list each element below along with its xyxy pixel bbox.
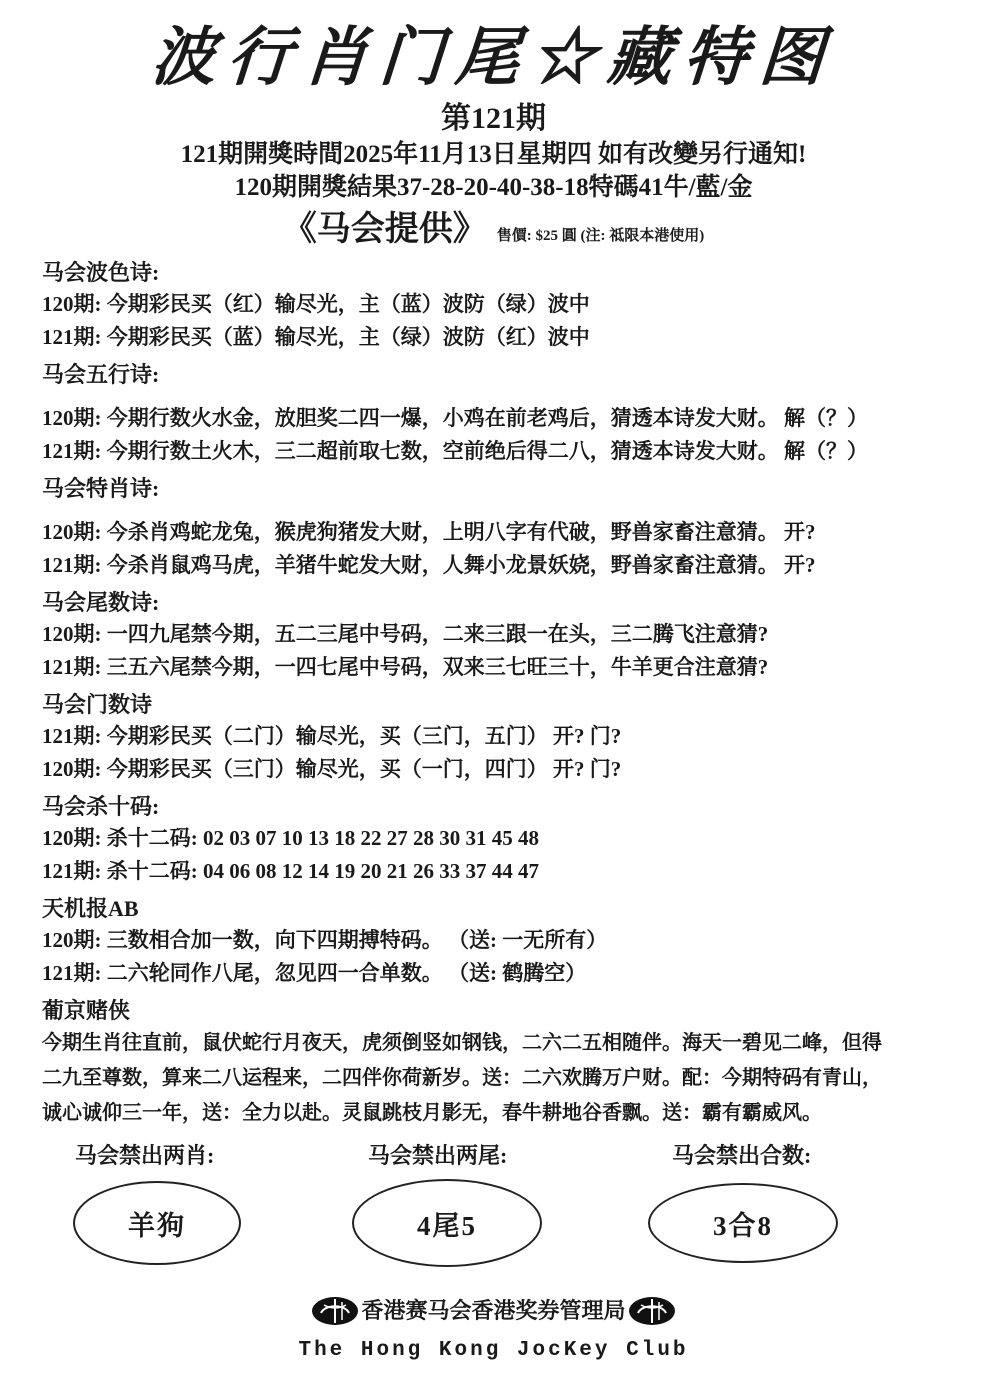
section-gate-number-poem [42, 690, 945, 786]
section-header: 马会五行诗: [42, 362, 160, 387]
ban-two-tails-value: 4尾5 [417, 1210, 477, 1241]
footer [42, 1295, 945, 1362]
section-line: 121期: 今期彩民买（蓝）输尽光，主（绿）波防（红）波中 [42, 325, 590, 349]
section-line: 121期: 今杀肖鼠鸡马虎，羊猪牛蛇发大财，人舞小龙景妖娆，野兽家畜注意猜。 开? [42, 553, 816, 577]
section-header: 葡京赌侠 [42, 998, 131, 1023]
org-name-english: The Hong Kong JocKey Club [298, 1339, 689, 1362]
section-wave-color-poem [42, 258, 945, 354]
hkjc-emblem-icon [311, 1296, 359, 1326]
section-tail-number-poem [42, 588, 945, 684]
section-line: 120期: 今期彩民买（红）输尽光，主（蓝）波防（绿）波中 [42, 292, 590, 316]
section-special-zodiac-poem [42, 474, 945, 582]
org-name-chinese: 香港赛马会香港奖券管理局 [361, 1298, 626, 1323]
provider-price-note: 售價: $25 圓 (注: 祗限本港使用) [496, 228, 705, 244]
section-kill-ten-codes [42, 792, 945, 888]
section-header: 马会门数诗 [42, 692, 153, 717]
hkjc-emblem-icon [628, 1296, 676, 1326]
draw-time-line: 121期開獎時間2025年11月13日星期四 如有改變另行通知! [180, 141, 807, 168]
section-line: 120期: 杀十二码: 02 03 07 10 13 18 22 27 28 30 31 45 48 [42, 826, 539, 850]
section-five-elements-poem [42, 360, 945, 468]
section-line: 二九至尊数，算来二八运程来，二四伴你荷新岁。送：二六欢腾万户财。配：今期特码有青山， [42, 1067, 882, 1089]
provider-title: 《马会提供》 [282, 211, 487, 248]
section-line: 120期: 今杀肖鸡蛇龙兔，猴虎狗猪发大财，上明八字有代破，野兽家畜注意猜。 开? [42, 520, 816, 544]
section-line: 120期: 三数相合加一数，向下四期搏特码。 （送: 一无所有） [42, 928, 608, 952]
last-result-line: 120期開獎結果37-28-20-40-38-18特碼41牛/藍/金 [234, 174, 753, 201]
ban-sum-value: 3合8 [713, 1210, 773, 1241]
section-line: 121期: 今期彩民买（二门）输尽光，买（三门，五门） 开? 门? [42, 724, 622, 748]
section-tianji-report-ab [42, 894, 945, 990]
section-pujing-gambler [42, 996, 945, 1131]
section-line: 121期: 杀十二码: 04 06 08 12 14 19 20 21 26 33 37 44 47 [42, 859, 539, 883]
ban-two-tails-label: 马会禁出两尾: [368, 1143, 508, 1168]
section-line: 120期: 今期彩民买（三门）输尽光，买（一门，四门） 开? 门? [42, 757, 622, 781]
banned-items-row [42, 1139, 945, 1271]
section-line: 今期生肖往直前，鼠伏蛇行月夜天，虎须倒竖如钢钱，二六二五相随伴。海天一碧见二峰，但得 [42, 1032, 882, 1054]
page-title: 波行肖门尾☆藏特图 [149, 22, 839, 93]
section-line: 121期: 今期行数土火木，三二超前取七数，空前绝后得二八，猜透本诗发大财。 解（？） [42, 439, 868, 463]
section-header: 天机报AB [42, 896, 139, 921]
section-line: 121期: 二六轮同作八尾，忽见四一合单数。 （送: 鹤腾空） [42, 961, 587, 985]
ban-sum-oval [648, 1183, 838, 1263]
org-row [42, 1295, 945, 1327]
ban-two-zodiac-value: 羊狗 [128, 1210, 186, 1241]
ban-two-tails-oval [352, 1179, 542, 1267]
section-header: 马会杀十码: [42, 794, 160, 819]
section-line: 120期: 今期行数火水金，放胆奖二四一爆，小鸡在前老鸡后，猜透本诗发大财。 解（？） [42, 406, 868, 430]
section-header: 马会特肖诗: [42, 476, 160, 501]
ban-two-zodiac-label: 马会禁出两肖: [75, 1143, 215, 1168]
provider-row [42, 208, 945, 252]
ban-sum-label: 马会禁出合数: [672, 1143, 812, 1168]
section-header: 马会波色诗: [42, 260, 160, 285]
section-line: 121期: 三五六尾禁今期，一四七尾中号码，双来三七旺三十，牛羊更合注意猜? [42, 655, 769, 679]
section-line: 120期: 一四九尾禁今期，五二三尾中号码，二来三跟一在头，三二腾飞注意猜? [42, 622, 769, 646]
ban-two-zodiac-oval [73, 1181, 241, 1265]
issue-number: 第121期 [441, 102, 546, 135]
section-header: 马会尾数诗: [42, 590, 160, 615]
section-line: 诚心诚仰三一年，送：全力以赴。灵鼠跳枝月影无，春牛耕地谷香飘。送：霸有霸威风。 [42, 1102, 822, 1124]
